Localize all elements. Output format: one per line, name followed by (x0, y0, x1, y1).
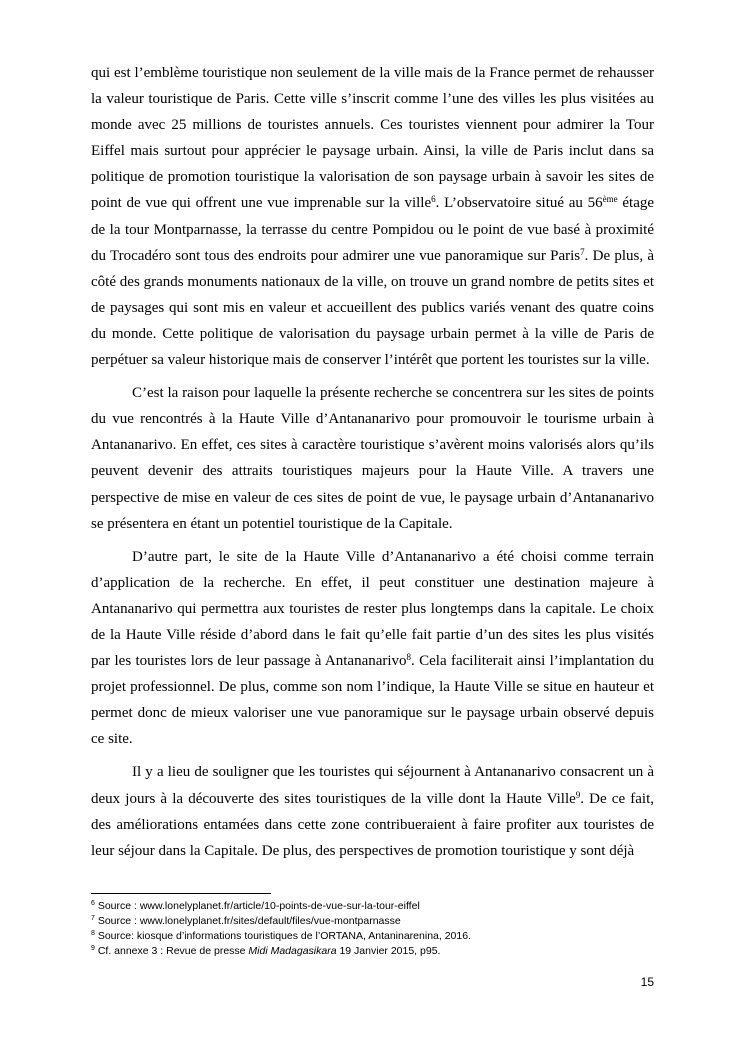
superscript: 6 (431, 194, 436, 205)
superscript: 7 (580, 246, 585, 257)
footnote (91, 914, 654, 929)
text-run: étage de la tour Montparnasse, la terrasse du centre Pompidou ou le point de vue basé à proximité du Trocadéro sont tous des endroits pour admirer une vue panoramique sur Paris (91, 195, 655, 264)
footnote-number: 7 (91, 915, 95, 922)
footnote (91, 899, 654, 914)
text-run: Source: kiosque d’informations touristiques de l’ORTANA, Antaninarenina, 2016. (94, 930, 471, 942)
footnote-separator (91, 893, 271, 894)
text-run: . De plus, à côté des grands monuments nationaux de la ville, on trouve un grand nombre de petits sites et de paysages qui sont mis en valeur et accueillent des publics variés venant des quatre coins du monde. Cette politique de valorisation du paysage urbain permet à la ville de Paris de perpétuer sa valeur historique mais de conserver l’intérêt que portent les touristes sur la ville. (91, 247, 654, 369)
text-run: qui est l’emblème touristique non seulement de la ville mais de la France permet de rehausser la valeur touristique de Paris. Cette ville s’inscrit comme l’une des villes les plus visitées au monde avec 25 millions de touristes annuels. Ces touristes viennent pour admirer la Tour Eiffel mais surtout pour apprécier le paysage urbain. Ainsi, la ville de Paris inclut dans sa politique de promotion touristique la valorisation de son paysage urbain à savoir les sites de point de vue qui offrent une vue imprenable sur la ville (91, 65, 654, 212)
superscript: ème (602, 194, 618, 205)
paragraph (91, 759, 654, 863)
italic-text: Midi Madagasikara (248, 945, 337, 957)
body-text (91, 60, 654, 871)
superscript: 9 (575, 789, 581, 800)
text-run: Source : www.lonelyplanet.fr/article/10-points-de-vue-sur-la-tour-eiffel (94, 900, 420, 912)
paragraph (91, 60, 654, 373)
page-number: 15 (640, 975, 654, 989)
footnote (91, 929, 654, 944)
footnote-number: 9 (91, 945, 95, 952)
footnote-number: 8 (91, 930, 95, 937)
paragraph (91, 544, 654, 753)
text-run: Source : www.lonelyplanet.fr/sites/default/files/vue-montparnasse (94, 915, 401, 927)
paragraph (91, 380, 654, 537)
footnote-number: 6 (91, 900, 95, 907)
superscript: 8 (406, 652, 412, 663)
text-run: 19 Janvier 2015, p95. (336, 945, 441, 957)
text-run: . Cela faciliterait ainsi l’implantation du projet professionnel. De plus, comme son nom l’indique, la Haute Ville se situe en hauteur et permet donc de mieux valoriser une vue panoramique sur le paysage urbain observé depuis ce site. (91, 653, 654, 748)
text-run: D’autre part, le site de la Haute Ville d’Antananarivo a été choisi comme terrain d’application de la recherche. En effet, il peut constituer une destination majeure à Antananarivo qui permettra aux touristes de rester plus longtemps dans la capitale. Le choix de la Haute Ville réside d’abord dans le fait qu’elle fait partie d’un des sites les plus visités par les touristes lors de leur passage à Antananarivo (91, 548, 654, 670)
text-run: . L’observatoire situé au 56 (435, 195, 603, 212)
footnotes (91, 899, 654, 959)
footnote (91, 944, 654, 959)
text-run: Il y a lieu de souligner que les touristes qui séjournent à Antananarivo consacrent un à deux jours à la découverte des sites touristiques de la ville dont la Haute Ville (91, 764, 654, 807)
text-run: . De ce fait, des améliorations entamées dans cette zone contribueraient à faire profiter aux touristes de leur séjour dans la Capitale. De plus, des perspectives de promotion touristique y sont déjà (91, 790, 655, 859)
text-run: C’est la raison pour laquelle la présente recherche se concentrera sur les sites de points du vue rencontrés à la Haute Ville d’Antananarivo pour promouvoir le tourisme urbain à Antananarivo. En effet, ces sites à caractère touristique s’avèrent moins valorisés alors qu’ils peuvent devenir des attraits touristiques majeurs pour la Haute Ville. A travers une perspective de mise en valeur de ces sites de point de vue, le paysage urbain d’Antananarivo se présentera en étant un potentiel touristique de la Capitale. (91, 385, 654, 532)
text-run: Cf. annexe 3 : Revue de presse (94, 945, 249, 957)
